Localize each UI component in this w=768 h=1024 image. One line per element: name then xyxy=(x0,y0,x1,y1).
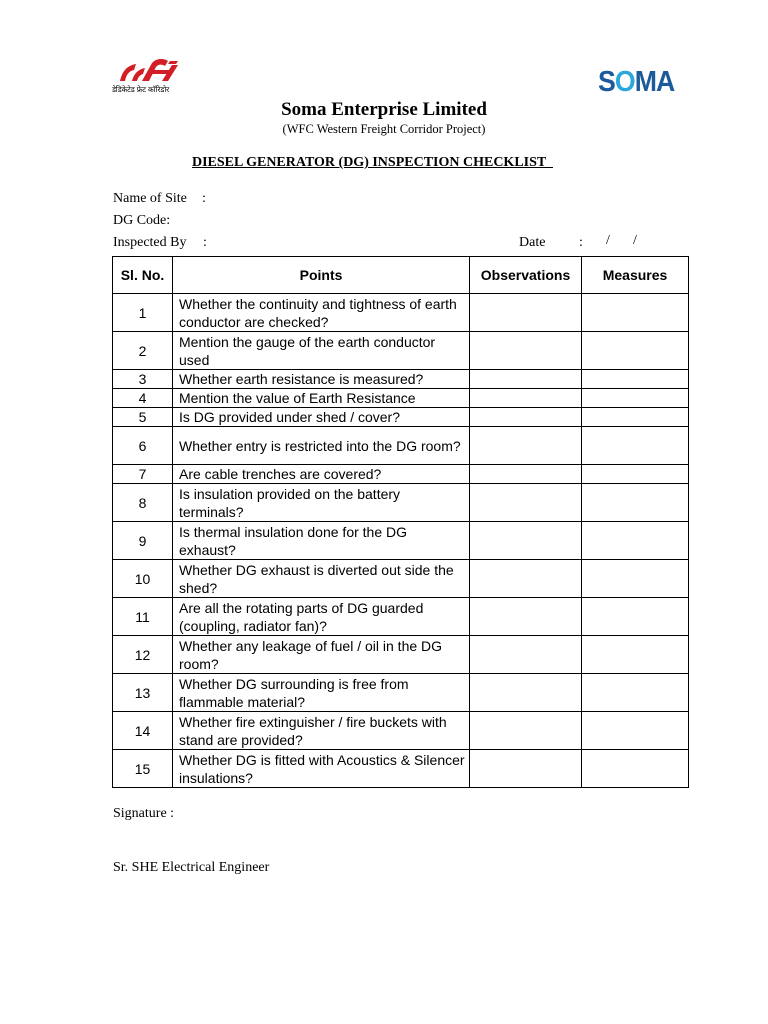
table-row xyxy=(113,389,689,408)
row-observation xyxy=(470,598,582,636)
dg-code-label: DG Code: xyxy=(113,213,171,228)
row-observation xyxy=(470,750,582,788)
inspected-by-label: Inspected By xyxy=(113,235,187,250)
inspected-by-colon: : xyxy=(203,235,207,250)
row-measure xyxy=(582,408,689,427)
row-point: Is DG provided under shed / cover? xyxy=(173,408,470,427)
table-row xyxy=(113,294,689,332)
row-number: 10 xyxy=(113,560,173,598)
row-measure xyxy=(582,332,689,370)
engineer-title: Sr. SHE Electrical Engineer xyxy=(113,860,270,875)
row-point: Are all the rotating parts of DG guarded (coupling, radiator fan)? xyxy=(173,598,470,636)
row-measure xyxy=(582,465,689,484)
table-row xyxy=(113,712,689,750)
row-point: Whether entry is restricted into the DG room? xyxy=(173,427,470,465)
date-colon: : xyxy=(579,235,583,250)
row-number: 4 xyxy=(113,389,173,408)
table-row xyxy=(113,370,689,389)
row-point: Whether DG is fitted with Acoustics & Silencer insulations? xyxy=(173,750,470,788)
row-number: 13 xyxy=(113,674,173,712)
row-measure xyxy=(582,560,689,598)
site-colon: : xyxy=(202,191,206,206)
row-number: 3 xyxy=(113,370,173,389)
row-point: Whether DG exhaust is diverted out side the shed? xyxy=(173,560,470,598)
site-label: Name of Site xyxy=(113,191,187,206)
signature-label: Signature : xyxy=(113,806,175,821)
row-point: Mention the gauge of the earth conductor used xyxy=(173,332,470,370)
row-number: 6 xyxy=(113,427,173,465)
table-row xyxy=(113,750,689,788)
row-number: 1 xyxy=(113,294,173,332)
row-observation xyxy=(470,674,582,712)
table-row xyxy=(113,598,689,636)
row-observation xyxy=(470,294,582,332)
row-point: Mention the value of Earth Resistance xyxy=(173,389,470,408)
table-header-row xyxy=(113,257,689,294)
table-row xyxy=(113,522,689,560)
row-number: 15 xyxy=(113,750,173,788)
checklist-table xyxy=(112,256,689,788)
row-point: Whether DG surrounding is free from flammable material? xyxy=(173,674,470,712)
row-observation xyxy=(470,712,582,750)
row-observation xyxy=(470,408,582,427)
row-measure xyxy=(582,636,689,674)
row-measure xyxy=(582,294,689,332)
row-number: 14 xyxy=(113,712,173,750)
date-label: Date xyxy=(519,235,546,250)
row-number: 9 xyxy=(113,522,173,560)
row-number: 8 xyxy=(113,484,173,522)
row-observation xyxy=(470,522,582,560)
row-observation xyxy=(470,427,582,465)
table-row xyxy=(113,408,689,427)
row-measure xyxy=(582,427,689,465)
table-row xyxy=(113,636,689,674)
document-title: DIESEL GENERATOR (DG) INSPECTION CHECKLIST xyxy=(192,155,553,170)
row-measure xyxy=(582,674,689,712)
date-separator: / xyxy=(606,233,610,248)
header-observations: Observations xyxy=(470,257,582,294)
table-row xyxy=(113,332,689,370)
row-point: Is thermal insulation done for the DG exhaust? xyxy=(173,522,470,560)
row-measure xyxy=(582,598,689,636)
row-measure xyxy=(582,522,689,560)
row-observation xyxy=(470,370,582,389)
row-measure xyxy=(582,712,689,750)
table-row xyxy=(113,484,689,522)
row-point: Are cable trenches are covered? xyxy=(173,465,470,484)
table-row xyxy=(113,560,689,598)
row-observation xyxy=(470,484,582,522)
row-point: Whether fire extinguisher / fire buckets with stand are provided? xyxy=(173,712,470,750)
row-number: 7 xyxy=(113,465,173,484)
row-number: 12 xyxy=(113,636,173,674)
row-observation xyxy=(470,465,582,484)
row-measure xyxy=(582,750,689,788)
logo-caption: डेडिकेटेड फ्रेट कॉरिडोर xyxy=(112,85,169,94)
row-observation xyxy=(470,636,582,674)
row-measure xyxy=(582,389,689,408)
row-point: Is insulation provided on the battery terminals? xyxy=(173,484,470,522)
header-points: Points xyxy=(173,257,470,294)
row-number: 2 xyxy=(113,332,173,370)
table-row xyxy=(113,427,689,465)
row-point: Whether any leakage of fuel / oil in the DG room? xyxy=(173,636,470,674)
row-observation xyxy=(470,332,582,370)
row-measure xyxy=(582,484,689,522)
header-sl-no: Sl. No. xyxy=(113,257,173,294)
date-separator: / xyxy=(633,233,637,248)
row-number: 5 xyxy=(113,408,173,427)
row-observation xyxy=(470,389,582,408)
row-number: 11 xyxy=(113,598,173,636)
company-name: Soma Enterprise Limited xyxy=(281,99,487,120)
table-row xyxy=(113,465,689,484)
header-measures: Measures xyxy=(582,257,689,294)
project-name: (WFC Western Freight Corridor Project) xyxy=(282,122,486,136)
row-observation xyxy=(470,560,582,598)
row-point: Whether earth resistance is measured? xyxy=(173,370,470,389)
table-row xyxy=(113,674,689,712)
soma-logo: SOMA xyxy=(598,66,675,98)
row-point: Whether the continuity and tightness of earth conductor are checked? xyxy=(173,294,470,332)
row-measure xyxy=(582,370,689,389)
